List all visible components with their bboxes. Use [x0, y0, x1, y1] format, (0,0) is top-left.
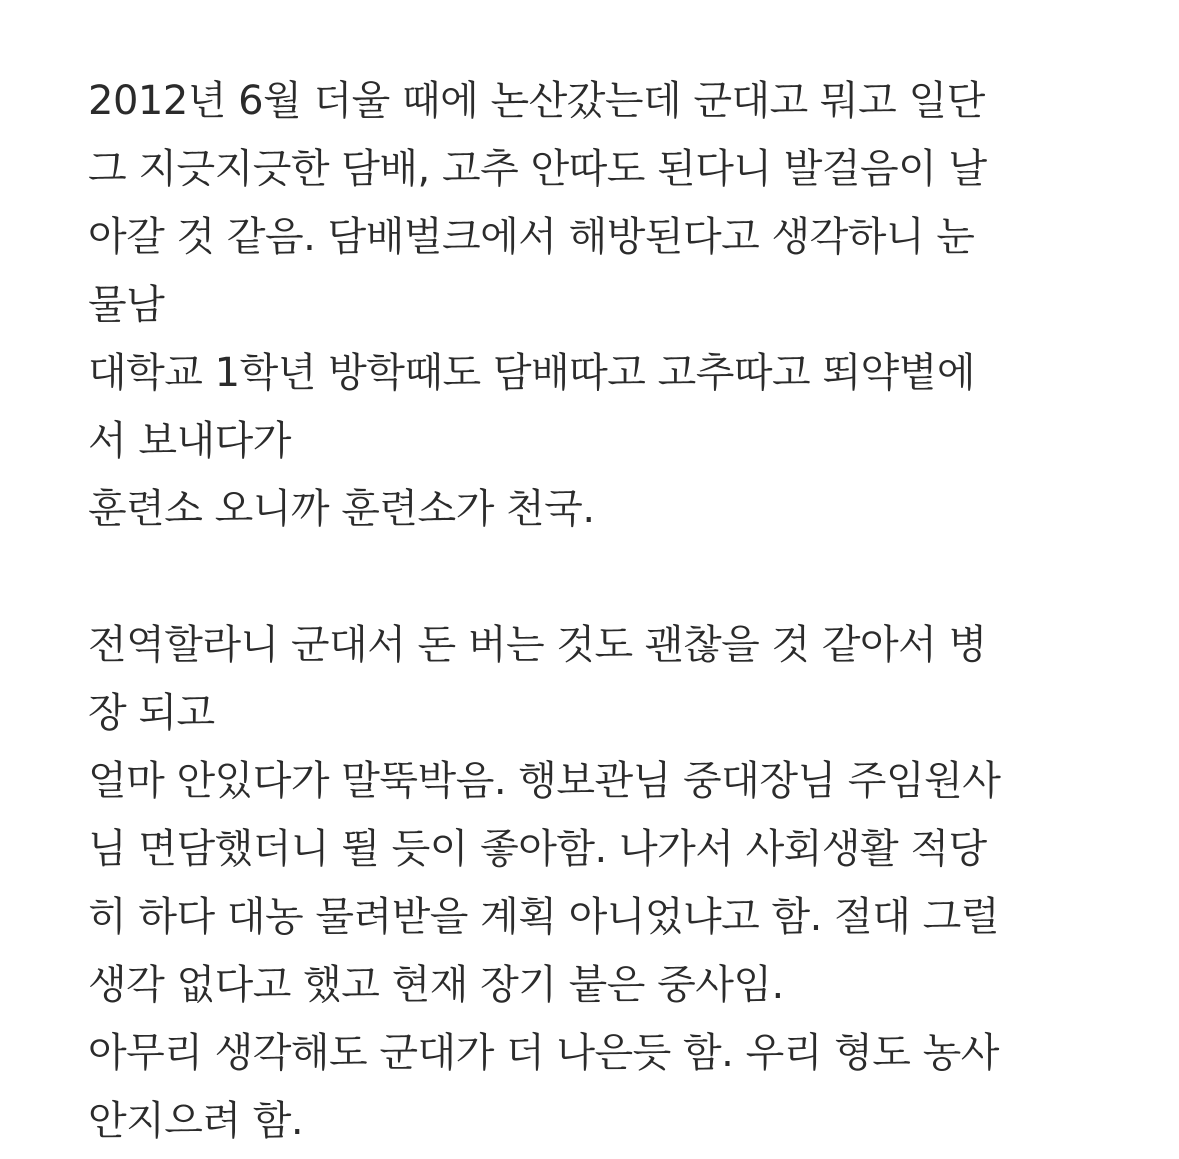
paragraph-2	[88, 611, 1148, 1155]
text-line: 히 하다 대농 물려받을 계획 아니었냐고 함. 절대 그럴	[88, 894, 999, 940]
text-line: 님 면담했더니 뛸 듯이 좋아함. 나가서 사회생활 적당	[88, 826, 987, 872]
text-line: 얼마 안있다가 말뚝박음. 행보관님 중대장님 주임원사	[88, 758, 1001, 804]
text-line: 장 되고	[88, 690, 215, 736]
text-line: 안지으려 함.	[88, 1098, 304, 1144]
post-body	[88, 67, 1148, 1155]
text-line: 전역할라니 군대서 돈 버는 것도 괜찮을 것 같아서 병	[88, 622, 987, 668]
paragraph-gap	[88, 543, 1148, 611]
text-line: 생각 없다고 했고 현재 장기 붙은 중사임.	[88, 962, 784, 1008]
text-line: 아갈 것 같음. 담배벌크에서 해방된다고 생각하니 눈	[88, 214, 975, 260]
text-line: 2012년 6월 더울 때에 논산갔는데 군대고 뭐고 일단	[88, 78, 985, 124]
text-line: 아무리 생각해도 군대가 더 나은듯 함. 우리 형도 농사	[88, 1030, 999, 1076]
paragraph-1	[88, 67, 1148, 543]
text-line: 훈련소 오니까 훈련소가 천국.	[88, 486, 595, 532]
text-line: 물남	[88, 282, 165, 328]
text-line: 서 보내다가	[88, 418, 291, 464]
text-line: 대학교 1학년 방학때도 담배따고 고추따고 뙤약볕에	[88, 350, 975, 396]
text-line: 그 지긋지긋한 담배, 고추 안따도 된다니 발걸음이 날	[88, 146, 987, 192]
